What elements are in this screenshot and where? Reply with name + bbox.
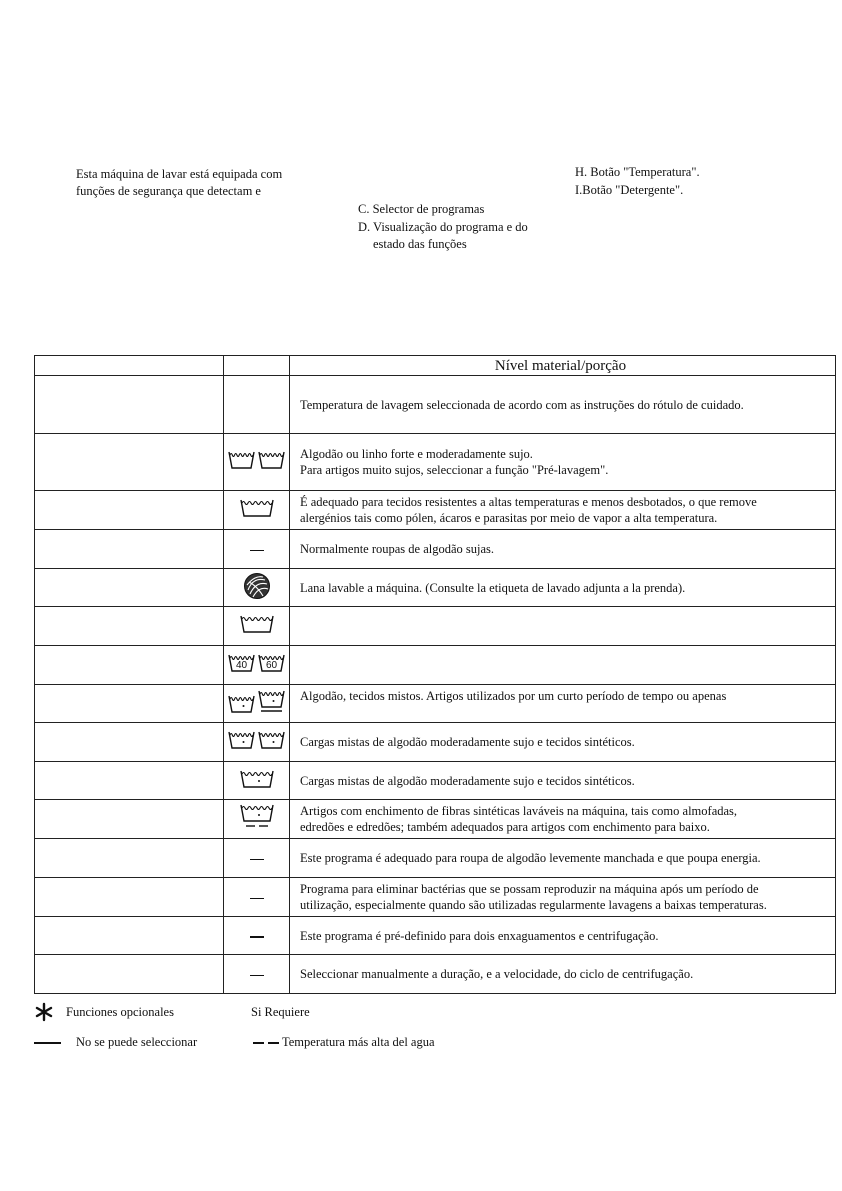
table-row <box>35 607 836 646</box>
symbol-cell <box>224 839 290 878</box>
symbol-cell <box>224 530 290 569</box>
symbol-cell <box>224 646 290 685</box>
intro-left-line2: funções de segurança que detectam e <box>76 184 261 198</box>
program-name-cell <box>35 878 224 917</box>
dash-icon <box>250 550 264 551</box>
table-row <box>35 955 836 994</box>
description-line: Normalmente roupas de algodão sujas. <box>300 542 495 556</box>
wash-tub-icon <box>240 769 274 793</box>
symbol-cell <box>224 607 290 646</box>
description-line: Para artigos muito sujos, seleccionar a função "Pré-lavagem". <box>300 463 609 477</box>
legend-dash-icon <box>34 1042 61 1044</box>
table-row <box>35 434 836 491</box>
wash-tub-gentle-icon <box>240 803 274 835</box>
description-line: Este programa é pré-definido para dois enxaguamentos e centrifugação. <box>300 928 659 943</box>
wash-tub-40-60-icon <box>228 653 285 677</box>
description-cell <box>290 685 836 723</box>
wash-tub-icon <box>240 498 274 522</box>
description-cell <box>290 917 836 955</box>
description-cell <box>290 839 836 878</box>
description-line: edredões e edredões; também adequados para artigos com enchimento para baixo. <box>300 820 710 834</box>
description-cell <box>290 878 836 917</box>
wash-tub-pair-icon <box>228 730 285 754</box>
description-cell <box>290 762 836 800</box>
symbol-cell <box>224 376 290 434</box>
description-line: É adequado para tecidos resistentes a altas temperaturas e menos desbotados, o que remove <box>300 495 757 509</box>
wash-tub-pair-icon <box>228 450 285 474</box>
legend-optional: Funciones opcionales <box>66 1005 174 1019</box>
intro-left-line1: Esta máquina de lavar está equipada com <box>76 167 283 181</box>
intro-middle-line1: C. Selector de programas <box>358 202 485 216</box>
description-line: Este programa é adequado para roupa de algodão levemente manchada e que poupa energia. <box>300 851 761 865</box>
svg-text:40: 40 <box>235 660 247 671</box>
svg-text:60: 60 <box>266 660 278 671</box>
description-line: Lana lavable a máquina. (Consulte la etiqueta de lavado adjunta a la prenda). <box>300 580 686 595</box>
description-line: Temperatura de lavagem seleccionada de acordo com as instruções do rótulo de cuidado. <box>300 397 744 412</box>
table-row <box>35 839 836 878</box>
intro-middle-line3: estado das funções <box>373 237 467 251</box>
intro-right-line1: H. Botão "Temperatura". <box>575 165 700 179</box>
program-name-cell <box>35 376 224 434</box>
dash-icon <box>250 859 264 860</box>
description-line: Cargas mistas de algodão moderadamente sujo e tecidos sintéticos. <box>300 735 635 749</box>
intro-right-line2: I.Botão "Detergente". <box>575 183 684 197</box>
symbol-cell <box>224 762 290 800</box>
description-line: alergénios tais como pólen, ácaros e parasitas por meio de vapor a alta temperatura. <box>300 511 718 525</box>
program-name-cell <box>35 434 224 491</box>
legend-requires: Si Requiere <box>251 1005 310 1019</box>
program-name-cell <box>35 491 224 530</box>
description-cell <box>290 434 836 491</box>
table-row <box>35 800 836 839</box>
description-line: Seleccionar manualmente a duração, e a velocidade, do ciclo de centrifugação. <box>300 967 694 981</box>
description-cell <box>290 376 836 434</box>
symbol-cell <box>224 723 290 762</box>
description-line: Programa para eliminar bactérias que se possam reproduzir na máquina após um período de <box>300 882 759 896</box>
table-row <box>35 376 836 434</box>
description-cell <box>290 569 836 607</box>
table-row <box>35 491 836 530</box>
legend-max-temp: Temperatura más alta del agua <box>282 1035 435 1049</box>
table-row <box>35 762 836 800</box>
table-row <box>35 685 836 723</box>
program-name-cell <box>35 569 224 607</box>
symbol-cell <box>224 491 290 530</box>
program-name-cell <box>35 685 224 723</box>
symbol-cell <box>224 800 290 839</box>
description-line: Algodão, tecidos mistos. Artigos utilizados por um curto período de tempo ou apenas <box>300 689 727 703</box>
table-row <box>35 917 836 955</box>
wash-tub-icon <box>240 614 274 638</box>
program-name-cell <box>35 762 224 800</box>
header-label: Nível material/porção <box>290 356 836 376</box>
table-row <box>35 646 836 685</box>
description-cell <box>290 723 836 762</box>
symbol-cell <box>224 955 290 994</box>
program-table <box>34 355 836 994</box>
description-line: Cargas mistas de algodão moderadamente sujo e tecidos sintéticos. <box>300 773 635 788</box>
description-cell <box>290 955 836 994</box>
program-name-cell <box>35 530 224 569</box>
legend-not-selectable: No se puede seleccionar <box>76 1035 198 1049</box>
asterisk-icon <box>34 1002 54 1022</box>
program-name-cell <box>35 917 224 955</box>
table-header-row <box>35 356 836 376</box>
program-name-cell <box>35 723 224 762</box>
symbol-cell <box>224 685 290 723</box>
description-cell <box>290 530 836 569</box>
description-cell <box>290 491 836 530</box>
description-line: Artigos com enchimento de fibras sintéticas laváveis na máquina, tais como almofadas, <box>300 804 738 818</box>
dash-icon <box>250 936 264 938</box>
description-cell <box>290 607 836 646</box>
symbol-cell <box>224 569 290 607</box>
table-row <box>35 723 836 762</box>
legend-double-dash-icon <box>253 1042 279 1044</box>
program-name-cell <box>35 646 224 685</box>
program-name-cell <box>35 800 224 839</box>
program-name-cell <box>35 955 224 994</box>
symbol-cell <box>224 434 290 491</box>
wash-tub-pair-icon <box>228 689 285 718</box>
dash-icon <box>250 975 264 976</box>
wool-ball-icon <box>243 572 271 604</box>
table-row <box>35 530 836 569</box>
description-line: Algodão ou linho forte e moderadamente sujo. <box>300 447 533 461</box>
symbol-cell <box>224 917 290 955</box>
program-name-cell <box>35 607 224 646</box>
dash-icon <box>250 898 264 899</box>
program-name-cell <box>35 839 224 878</box>
description-cell <box>290 800 836 839</box>
intro-middle-line2: D. Visualização do programa e do <box>358 220 528 234</box>
description-cell <box>290 646 836 685</box>
symbol-cell <box>224 878 290 917</box>
description-line: utilização, especialmente quando são utilizadas regularmente lavagens a baixas temperaturas. <box>300 898 767 912</box>
table-row <box>35 878 836 917</box>
table-row <box>35 569 836 607</box>
